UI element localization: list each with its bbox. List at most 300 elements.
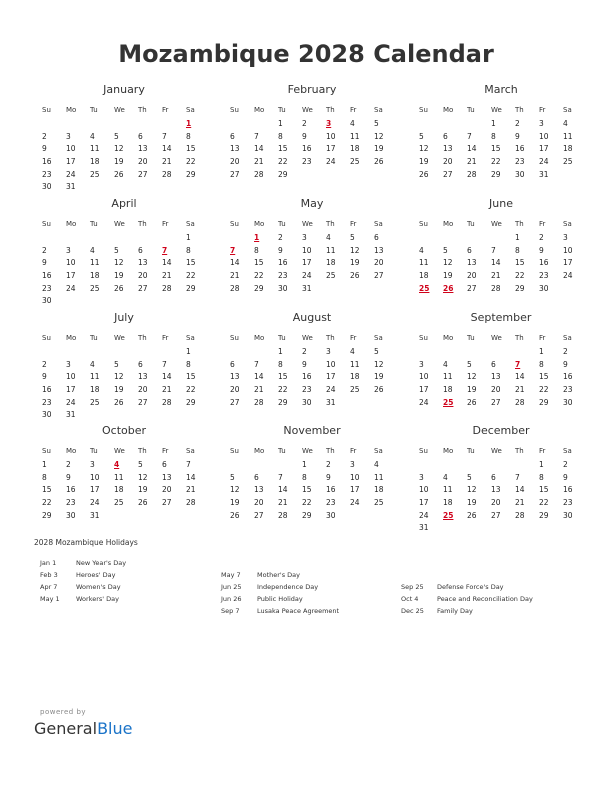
weekday-header <box>228 330 396 346</box>
day-cell: 21 <box>162 157 172 167</box>
day-cell: 20 <box>138 385 148 395</box>
day-cell: 29 <box>186 283 196 293</box>
weekday-label: We <box>491 447 502 455</box>
weekday-label: Sa <box>374 220 383 228</box>
day-cell: 16 <box>563 372 573 382</box>
holiday-date: Apr 7 <box>40 583 58 591</box>
day-cell <box>561 522 585 535</box>
holiday-name: Family Day <box>437 607 473 615</box>
holiday-name: Lusaka Peace Agreement <box>257 607 340 615</box>
day-cell: 11 <box>350 359 360 369</box>
day-cell: 25 <box>326 271 336 281</box>
day-cell <box>489 522 513 535</box>
weekday-label: We <box>114 106 125 114</box>
day-cell: 13 <box>138 258 148 268</box>
day-cell: 25 <box>350 157 360 167</box>
weekday-label: Fr <box>350 447 357 455</box>
day-cell: 15 <box>186 258 196 268</box>
holiday-item <box>401 581 533 593</box>
week-row <box>417 484 585 497</box>
weekday-label: Th <box>515 106 524 114</box>
day-cell: 4 <box>90 245 95 255</box>
month-name: April <box>111 197 137 210</box>
week-row <box>228 270 396 283</box>
day-cell: 26 <box>467 510 477 520</box>
day-cell: 30 <box>42 182 52 192</box>
day-cell: 28 <box>491 283 501 293</box>
weekday-label: Th <box>326 106 335 114</box>
day-cell <box>160 409 184 422</box>
day-cell: 12 <box>138 472 148 482</box>
day-cell: 4 <box>374 460 379 469</box>
day-cell: 26 <box>374 385 384 395</box>
week-row <box>417 169 585 182</box>
week-row <box>228 397 396 410</box>
day-cell: 24 <box>66 397 76 407</box>
day-cell: 15 <box>491 144 501 154</box>
day-cell <box>348 510 372 523</box>
day-cell: 5 <box>419 131 424 141</box>
day-cell <box>160 118 184 131</box>
day-cell: 7 <box>186 460 191 469</box>
day-cell: 1 <box>539 460 544 469</box>
day-cell: 15 <box>539 485 549 495</box>
day-cell: 23 <box>539 271 549 281</box>
day-cell: 16 <box>66 485 76 495</box>
day-cell: 13 <box>230 372 240 382</box>
day-cell: 9 <box>42 144 47 154</box>
day-cell <box>417 459 441 472</box>
day-cell: 14 <box>254 372 264 382</box>
day-cell <box>441 232 465 245</box>
day-cell: 17 <box>90 485 100 495</box>
week-row <box>40 169 208 182</box>
day-cell: 29 <box>491 169 501 179</box>
day-cell: 11 <box>419 258 429 268</box>
day-cell: 9 <box>539 245 544 255</box>
day-cell: 19 <box>443 271 453 281</box>
powered-by-text: powered by <box>40 708 87 716</box>
day-cell <box>537 522 561 535</box>
day-cell: 17 <box>66 385 76 395</box>
day-cell: 12 <box>419 144 429 154</box>
holiday-item <box>221 581 339 593</box>
day-cell: 31 <box>539 169 549 179</box>
day-cell: 11 <box>443 485 453 495</box>
day-cell: 3 <box>66 245 71 255</box>
week-row <box>417 459 585 472</box>
month-name: September <box>470 311 532 324</box>
day-cell: 17 <box>350 485 360 495</box>
week-row <box>228 459 396 472</box>
weekday-header <box>40 216 208 232</box>
day-cell <box>372 169 396 182</box>
day-cell: 2 <box>42 131 47 141</box>
day-cell: 9 <box>302 131 307 141</box>
day-cell: 21 <box>162 385 172 395</box>
week-row <box>417 371 585 384</box>
weekday-header <box>417 102 585 118</box>
day-cell: 13 <box>491 485 501 495</box>
day-cell: 8 <box>186 131 191 141</box>
day-cell: 30 <box>66 510 76 520</box>
day-cell: 6 <box>491 472 496 482</box>
day-cell: 29 <box>302 510 312 520</box>
week-row <box>228 257 396 270</box>
day-cell: 24 <box>419 510 429 520</box>
day-cell <box>441 118 465 131</box>
week-row <box>417 510 585 523</box>
day-cell: 22 <box>42 498 52 508</box>
weekday-label: Su <box>419 334 428 342</box>
day-cell: 4 <box>563 119 568 128</box>
weekday-label: Mo <box>254 106 265 114</box>
weekday-label: Sa <box>186 220 195 228</box>
week-row <box>417 131 585 144</box>
weekday-label: Sa <box>563 220 572 228</box>
day-cell: 2 <box>563 347 568 356</box>
day-cell: 14 <box>467 144 477 154</box>
day-cell: 29 <box>515 283 525 293</box>
day-cell <box>112 346 136 359</box>
day-cell: 25 <box>350 385 360 395</box>
weekday-header <box>417 330 585 346</box>
day-cell <box>348 283 372 296</box>
holiday-name: Peace and Reconciliation Day <box>437 595 533 603</box>
day-cell: 21 <box>162 271 172 281</box>
day-cell: 28 <box>162 283 172 293</box>
weekday-label: Th <box>138 106 147 114</box>
day-cell: 22 <box>254 271 264 281</box>
day-cell: 8 <box>515 245 520 255</box>
month-june <box>417 196 585 295</box>
day-cell: 9 <box>515 131 520 141</box>
weekday-label: Th <box>138 447 147 455</box>
month-october <box>40 423 208 522</box>
day-cell <box>252 118 276 131</box>
weekday-label: Sa <box>186 447 195 455</box>
holiday-item <box>40 593 126 605</box>
month-december <box>417 423 585 535</box>
weekday-label: Mo <box>66 220 77 228</box>
day-cell: 31 <box>66 410 76 420</box>
day-cell: 3 <box>66 131 71 141</box>
day-cell: 22 <box>491 157 501 167</box>
day-cell <box>324 283 348 296</box>
day-cell: 24 <box>90 498 100 508</box>
week-row <box>228 472 396 485</box>
day-cell: 29 <box>539 397 549 407</box>
holiday-date: May 1 <box>40 595 60 603</box>
weekday-label: Tu <box>467 447 475 455</box>
week-row <box>40 245 208 258</box>
day-cell: 5 <box>138 460 143 469</box>
week-row <box>40 359 208 372</box>
day-cell: 5 <box>374 347 379 356</box>
weekday-label: Mo <box>66 106 77 114</box>
weekday-label: Fr <box>350 334 357 342</box>
day-cell: 5 <box>114 131 119 141</box>
day-cell <box>112 118 136 131</box>
weekday-label: We <box>491 334 502 342</box>
day-cell: 5 <box>374 119 379 128</box>
holiday-day-cell: 26 <box>443 283 454 293</box>
day-cell: 25 <box>90 169 100 179</box>
day-cell: 19 <box>350 258 360 268</box>
weekday-label: We <box>491 220 502 228</box>
day-cell <box>441 459 465 472</box>
day-cell: 6 <box>230 131 235 141</box>
day-cell: 2 <box>326 460 331 469</box>
weekday-label: Fr <box>539 106 546 114</box>
holiday-day-cell: 1 <box>254 233 260 242</box>
weekday-label: Mo <box>443 447 454 455</box>
day-cell <box>64 346 88 359</box>
week-row <box>417 522 585 535</box>
day-cell: 20 <box>254 498 264 508</box>
day-cell: 5 <box>114 359 119 369</box>
day-cell: 13 <box>467 258 477 268</box>
day-cell <box>88 118 112 131</box>
holiday-column <box>221 569 339 617</box>
day-cell: 18 <box>90 385 100 395</box>
holiday-item <box>221 593 339 605</box>
day-cell: 23 <box>278 271 288 281</box>
day-cell: 8 <box>278 359 283 369</box>
day-cell: 12 <box>350 245 360 255</box>
day-cell: 10 <box>539 131 549 141</box>
week-row <box>40 257 208 270</box>
holiday-day-cell: 25 <box>443 510 454 520</box>
week-row <box>40 484 208 497</box>
month-april <box>40 196 208 308</box>
day-cell <box>252 346 276 359</box>
day-cell: 8 <box>254 245 259 255</box>
weekday-label: Tu <box>278 334 286 342</box>
day-cell <box>88 295 112 308</box>
week-row <box>228 169 396 182</box>
week-row <box>228 484 396 497</box>
day-cell <box>465 522 489 535</box>
day-cell: 16 <box>302 144 312 154</box>
day-cell: 14 <box>515 372 525 382</box>
day-cell: 13 <box>254 485 264 495</box>
day-cell: 27 <box>138 283 148 293</box>
day-cell: 26 <box>374 157 384 167</box>
day-cell: 13 <box>443 144 453 154</box>
day-cell: 3 <box>90 460 95 469</box>
day-cell <box>88 232 112 245</box>
day-cell <box>184 295 208 308</box>
week-row <box>417 156 585 169</box>
week-row <box>417 472 585 485</box>
day-cell: 11 <box>90 144 100 154</box>
day-cell: 23 <box>42 283 52 293</box>
week-row <box>417 232 585 245</box>
day-cell: 3 <box>419 472 424 482</box>
day-cell: 5 <box>443 245 448 255</box>
weekday-label: Fr <box>350 106 357 114</box>
day-cell <box>64 118 88 131</box>
day-cell: 12 <box>467 485 477 495</box>
holiday-day-cell: 25 <box>419 283 430 293</box>
day-cell <box>88 181 112 194</box>
holiday-date: Feb 3 <box>40 571 58 579</box>
month-name: July <box>114 311 134 324</box>
day-cell: 16 <box>539 258 549 268</box>
holiday-day-cell: 7 <box>230 245 236 255</box>
weekday-label: Tu <box>467 334 475 342</box>
day-cell: 6 <box>230 359 235 369</box>
weekday-label: Mo <box>66 447 77 455</box>
holiday-date: May 7 <box>221 571 241 579</box>
day-cell: 6 <box>467 245 472 255</box>
day-cell <box>136 118 160 131</box>
day-cell: 10 <box>419 485 429 495</box>
day-cell: 6 <box>162 460 167 469</box>
week-row <box>228 371 396 384</box>
holiday-column <box>401 581 533 617</box>
day-cell <box>160 510 184 523</box>
day-cell <box>372 510 396 523</box>
day-cell: 8 <box>186 245 191 255</box>
week-row <box>40 156 208 169</box>
weekday-label: Sa <box>374 334 383 342</box>
week-row <box>40 497 208 510</box>
weekday-label: Su <box>230 334 239 342</box>
day-cell: 3 <box>539 119 544 128</box>
holiday-column <box>40 557 126 605</box>
day-cell: 7 <box>467 131 472 141</box>
day-cell: 15 <box>186 144 196 154</box>
day-cell <box>417 118 441 131</box>
week-row <box>417 257 585 270</box>
day-cell: 15 <box>254 258 264 268</box>
day-cell: 1 <box>186 233 191 242</box>
month-name: June <box>489 197 513 210</box>
holiday-item <box>221 605 339 617</box>
holiday-day-cell: 7 <box>515 359 521 369</box>
day-cell <box>112 295 136 308</box>
week-row <box>40 510 208 523</box>
weekday-label: Sa <box>186 334 195 342</box>
day-cell <box>372 283 396 296</box>
day-cell: 13 <box>374 245 384 255</box>
day-cell: 22 <box>186 157 196 167</box>
day-cell: 11 <box>563 131 573 141</box>
day-cell: 13 <box>230 144 240 154</box>
day-cell <box>465 232 489 245</box>
day-cell: 14 <box>278 485 288 495</box>
weekday-header <box>417 443 585 459</box>
day-cell <box>136 409 160 422</box>
month-january <box>40 82 208 194</box>
day-cell: 4 <box>350 347 355 356</box>
holiday-name: Defense Force's Day <box>437 583 504 591</box>
weekday-label: Fr <box>539 220 546 228</box>
day-cell: 14 <box>162 258 172 268</box>
day-cell: 3 <box>66 359 71 369</box>
weekday-label: Th <box>326 447 335 455</box>
day-cell: 14 <box>515 485 525 495</box>
day-cell: 22 <box>278 385 288 395</box>
day-cell: 19 <box>467 498 477 508</box>
weekday-label: We <box>302 334 313 342</box>
day-cell: 15 <box>278 144 288 154</box>
week-row <box>40 371 208 384</box>
day-cell: 14 <box>162 144 172 154</box>
month-july <box>40 310 208 422</box>
day-cell: 14 <box>254 144 264 154</box>
day-cell: 12 <box>374 359 384 369</box>
day-cell: 8 <box>491 131 496 141</box>
week-row <box>417 118 585 131</box>
day-cell: 28 <box>515 510 525 520</box>
day-cell: 16 <box>515 144 525 154</box>
day-cell <box>228 232 252 245</box>
day-cell: 3 <box>350 460 355 469</box>
day-cell: 20 <box>467 271 477 281</box>
holiday-name: Independence Day <box>257 583 319 591</box>
week-row <box>40 472 208 485</box>
day-cell <box>465 459 489 472</box>
weekday-label: Th <box>326 220 335 228</box>
holiday-name: Public Holiday <box>257 595 303 603</box>
week-row <box>417 397 585 410</box>
week-row <box>40 409 208 422</box>
holiday-item <box>221 569 339 581</box>
day-cell: 1 <box>278 347 283 356</box>
day-cell: 12 <box>114 372 124 382</box>
week-row <box>40 384 208 397</box>
day-cell: 25 <box>374 498 384 508</box>
day-cell: 11 <box>114 472 124 482</box>
weekday-label: We <box>302 106 313 114</box>
weekday-label: We <box>114 220 125 228</box>
day-cell: 19 <box>114 271 124 281</box>
day-cell: 23 <box>515 157 525 167</box>
day-cell <box>489 232 513 245</box>
day-cell: 1 <box>539 347 544 356</box>
day-cell: 6 <box>491 359 496 369</box>
weekday-label: Sa <box>186 106 195 114</box>
weekday-label: Fr <box>539 447 546 455</box>
day-cell <box>184 510 208 523</box>
day-cell: 21 <box>515 498 525 508</box>
day-cell <box>300 169 324 182</box>
holiday-name: New Year's Day <box>76 559 127 567</box>
day-cell: 30 <box>302 397 312 407</box>
week-row <box>228 131 396 144</box>
weekday-label: We <box>302 447 313 455</box>
day-cell: 5 <box>230 472 235 482</box>
weekday-label: Th <box>515 447 524 455</box>
day-cell <box>40 346 64 359</box>
day-cell: 13 <box>162 472 172 482</box>
day-cell <box>252 459 276 472</box>
month-name: November <box>283 424 341 437</box>
day-cell: 4 <box>419 245 424 255</box>
week-row <box>417 346 585 359</box>
day-cell: 17 <box>326 144 336 154</box>
day-cell: 15 <box>302 485 312 495</box>
day-cell: 24 <box>419 397 429 407</box>
day-cell <box>441 522 465 535</box>
weekday-header <box>228 443 396 459</box>
month-name: October <box>101 424 147 437</box>
weekday-label: Su <box>419 447 428 455</box>
day-cell: 27 <box>162 498 172 508</box>
